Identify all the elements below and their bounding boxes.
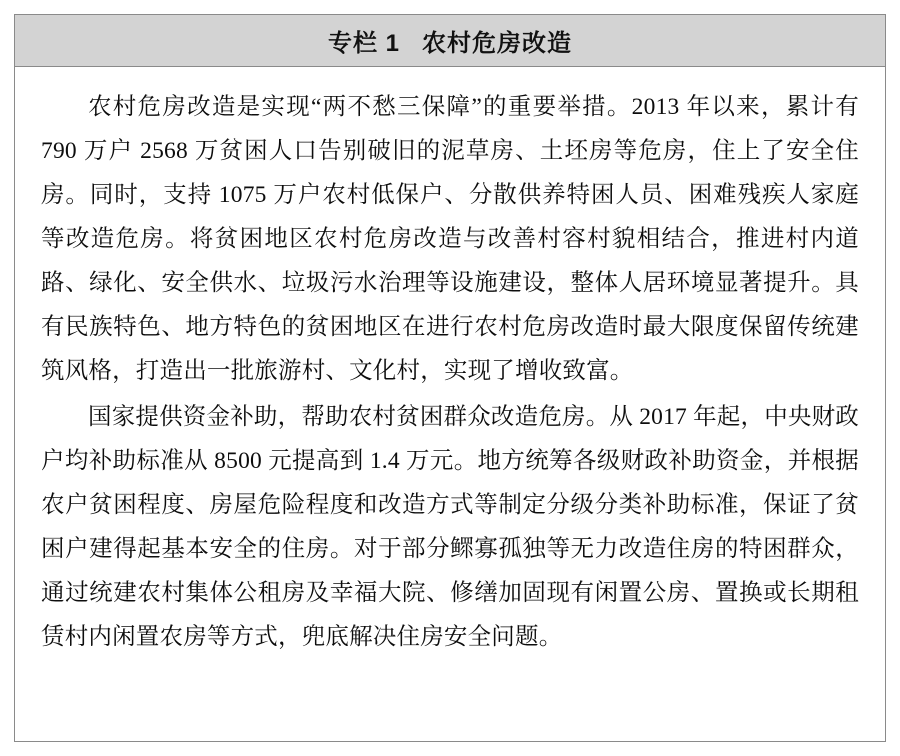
paragraph-2: 国家提供资金补助，帮助农村贫困群众改造危房。从 2017 年起，中央财政户均补助标准从 8500 元提高到 1.4 万元。地方统筹各级财政补助资金，并根据农户贫困程度、房屋危险程度和改造方式等制定分级分类补助标准，保证了贫困户建得起基本安全的住房。对于部分鳏寡孤独等无力改造住房的特困群众，通过统建农村集体公租房及幸福大院、修缮加固现有闲置公房、置换或长期租赁村内闲置农房等方式，兜底解决住房安全问题。 xyxy=(41,404,859,650)
callout-title-text: 农村危房改造 xyxy=(422,30,572,57)
paragraph-1: 农村危房改造是实现“两不愁三保障”的重要举措。2013 年以来，累计有 790 万户 2568 万贫困人口告别破旧的泥草房、土坯房等危房，住上了安全住房。同时，支持 1075 万户农村低保户、分散供养特困人员、困难残疾人家庭等改造危房。将贫困地区农村危房改造与改善村容村貌相结合，推进村内道路、绿化、安全供水、垃圾污水治理等设施建设，整体人居环境显著提升。具有民族特色、地方特色的贫困地区在进行农村危房改造时最大限度保留传统建筑风格，打造出一批旅游村、文化村，实现了增收致富。 xyxy=(41,94,859,384)
callout-number: 专栏 1 xyxy=(327,30,400,57)
callout-box xyxy=(14,14,886,742)
callout-box-header xyxy=(15,15,885,67)
page-title xyxy=(328,23,572,58)
callout-box-body xyxy=(15,67,885,671)
